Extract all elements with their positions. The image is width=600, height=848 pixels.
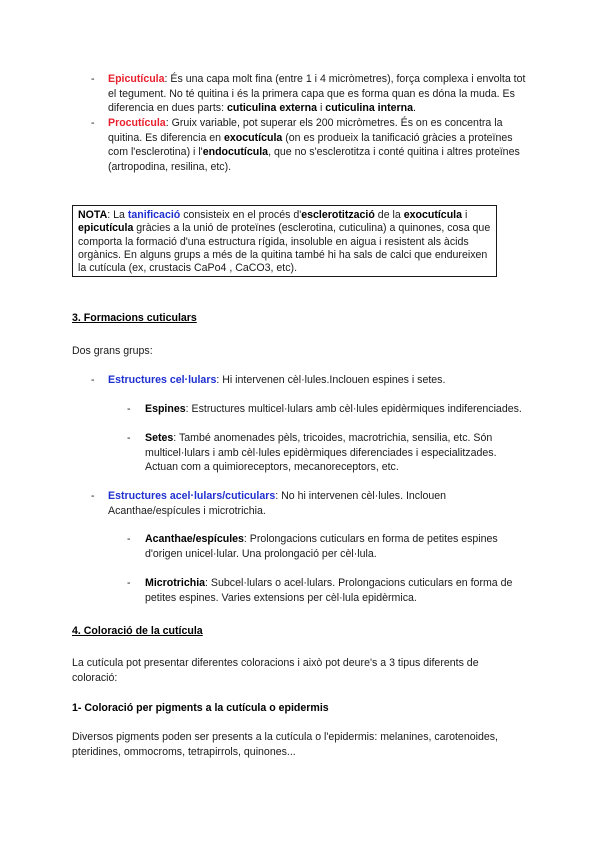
bullet-dash: - — [127, 533, 131, 545]
bullet-dash: - — [91, 490, 95, 502]
section-4-heading: 4. Coloració de la cutícula — [72, 625, 203, 637]
procuticula-paragraph: Procutícula: Gruix variable, pot superar els 200 micròmetres. És on es concentra la quitina. Es diferencia en exocutícula (on es produeix la tanificació gràcies a proteïnes com l'esclerotina) i l'endocutícula, que no s'esclerotitza i conté quitina i altres proteïnes (artropodina, resilina, etc). — [108, 117, 520, 173]
acellular-structures-item: Estructures acel·lulars/cuticulars: No hi intervenen cèl·lules. Inclouen Acanthae/espícules i microtrichia. — [108, 490, 447, 517]
bullet-dash: - — [127, 432, 131, 444]
cellular-structures-item: Estructures cel·lulars: Hi intervenen cèl·lules.Inclouen espines i setes. — [108, 374, 446, 386]
setes-item: Setes: També anomenades pèls, tricoides, macrotrichia, sensilia, etc. Són multicel·lulars i amb cèl·lules epidèrmiques diferenciades i especialitzades. Actuan com a quimioreceptors, mecanoreceptors, etc. — [145, 432, 497, 474]
bullet-dash: - — [127, 403, 131, 415]
note-label: NOTA — [78, 209, 108, 221]
note-box — [72, 205, 497, 277]
pigments-text: Diversos pigments poden ser presents a la cutícula o l'epidermis: melanines, carotenoides, pteridines, ommocroms, tetrapirrols, quinones... — [72, 731, 498, 758]
epicuticula-paragraph: Epicutícula: És una capa molt fina (entre 1 i 4 micròmetres), força complexa i envolta tot el tegument. No té quitina i és la primera capa que es forma quan es dóna la muda. Es diferencia en dues parts: cuticulina externa i cuticulina interna. — [108, 73, 526, 115]
term-epicuticula: Epicutícula — [108, 73, 165, 85]
section-4-intro: La cutícula pot presentar diferentes coloracions i això pot deure's a 3 tipus diferents de coloració: — [72, 657, 479, 684]
espines-item: Espines: Estructures multicel·lulars amb cèl·lules epidèrmiques indiferenciades. — [145, 403, 522, 415]
acanthae-item: Acanthae/espícules: Prolongacions cuticulars en forma de petites espines d'origen unicel·lular. Una prolongació per cèl·lula. — [145, 533, 498, 560]
bullet-dash: - — [91, 73, 95, 85]
term-procuticula: Procutícula — [108, 117, 166, 129]
section-3-intro: Dos grans grups: — [72, 345, 153, 357]
note-text: NOTA: La tanificació consisteix en el procés d'esclerotització de la exocutícula i epicutícula gràcies a la unió de proteïnes (esclerotina, cuticulina) a quinones, cosa que comporta la formació d'una estructura rígida, insoluble en aigua i resistent als àcids orgànics. En alguns grups a més de la quitina també hi ha sals de calci que endureixen la cutícula (ex, crustacis CaPo4 , CaCO3, etc). — [78, 209, 491, 275]
bullet-dash: - — [91, 117, 95, 129]
subheading-pigments: 1- Coloració per pigments a la cutícula o epidermis — [72, 702, 329, 714]
bullet-dash: - — [127, 577, 131, 589]
microtrichia-item: Microtrichia: Subcel·lulars o acel·lulars. Prolongacions cuticulars en forma de petites espines. Varies extensions per cèl·lula epidèrmica. — [145, 577, 513, 604]
bullet-dash: - — [91, 374, 95, 386]
section-3-heading: 3. Formacions cuticulars — [72, 312, 197, 324]
